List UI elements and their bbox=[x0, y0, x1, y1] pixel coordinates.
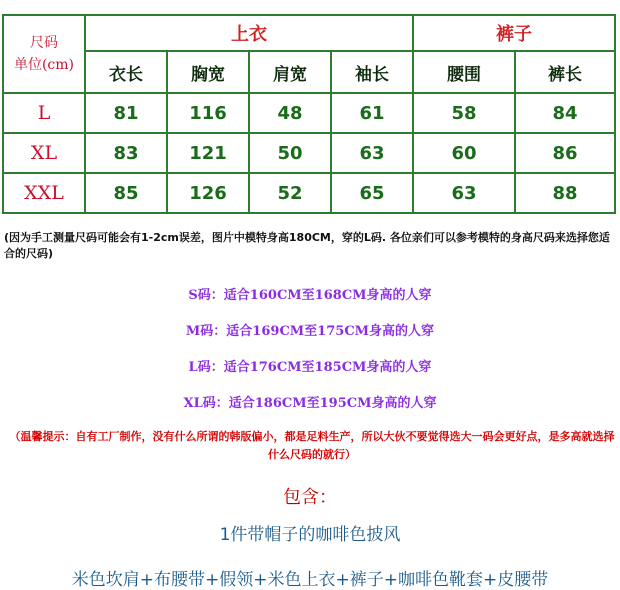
warm-tip: （温馨提示：自有工厂制作，没有什么所谓的韩版偏小，都是足料生产，所以大伙不要觉得选大一码会更好点，是多高就选择什么尺码的就行） bbox=[9, 430, 615, 461]
measurement-note: (因为手工测量尺码可能会有1-2cm误差，图片中模特身高180CM，穿的L码. 各位亲们可以参考模特的身高尺码来选择您适合的尺码) bbox=[4, 231, 610, 260]
value-cell: 88 bbox=[515, 173, 615, 213]
top-group-header: 上衣 bbox=[85, 15, 413, 51]
includes-title: 包含： bbox=[283, 487, 337, 508]
value-cell: 85 bbox=[85, 173, 167, 213]
value-cell: 116 bbox=[167, 93, 249, 133]
size-unit-header bbox=[3, 15, 85, 93]
includes-item-set: 米色坎肩+布腰带+假领+米色上衣+裤子+咖啡色靴套+皮腰带 bbox=[71, 570, 549, 590]
size-cell: XL bbox=[3, 133, 85, 173]
pants-group-header: 裤子 bbox=[413, 15, 615, 51]
fit-guide-s: S码：适合160CM至168CM身高的人穿 bbox=[188, 288, 432, 303]
includes-item-cape: 1件带帽子的咖啡色披风 bbox=[219, 525, 401, 545]
size-cell: L bbox=[3, 93, 85, 133]
value-cell: 50 bbox=[249, 133, 331, 173]
column-header: 裤长 bbox=[515, 51, 615, 93]
value-cell: 86 bbox=[515, 133, 615, 173]
value-cell: 81 bbox=[85, 93, 167, 133]
value-cell: 65 bbox=[331, 173, 413, 213]
column-header: 袖长 bbox=[331, 51, 413, 93]
column-header: 衣长 bbox=[85, 51, 167, 93]
table-row bbox=[3, 93, 615, 133]
table-row bbox=[3, 173, 615, 213]
value-cell: 63 bbox=[413, 173, 515, 213]
fit-guide-l: L码：适合176CM至185CM身高的人穿 bbox=[188, 360, 432, 375]
value-cell: 121 bbox=[167, 133, 249, 173]
fit-guide-m: M码：适合169CM至175CM身高的人穿 bbox=[185, 324, 435, 339]
table-row bbox=[3, 133, 615, 173]
value-cell: 63 bbox=[331, 133, 413, 173]
value-cell: 58 bbox=[413, 93, 515, 133]
value-cell: 48 bbox=[249, 93, 331, 133]
unit-label: 单位(cm) bbox=[13, 57, 75, 73]
value-cell: 84 bbox=[515, 93, 615, 133]
column-header: 肩宽 bbox=[249, 51, 331, 93]
value-cell: 83 bbox=[85, 133, 167, 173]
value-cell: 61 bbox=[331, 93, 413, 133]
value-cell: 60 bbox=[413, 133, 515, 173]
fit-guide-xl: XL码：适合186CM至195CM身高的人穿 bbox=[183, 396, 437, 411]
value-cell: 126 bbox=[167, 173, 249, 213]
value-cell: 52 bbox=[249, 173, 331, 213]
size-label: 尺码 bbox=[30, 35, 58, 51]
size-cell: XXL bbox=[3, 173, 85, 213]
column-header: 胸宽 bbox=[167, 51, 249, 93]
column-header: 腰围 bbox=[413, 51, 515, 93]
size-chart-table bbox=[2, 14, 616, 214]
